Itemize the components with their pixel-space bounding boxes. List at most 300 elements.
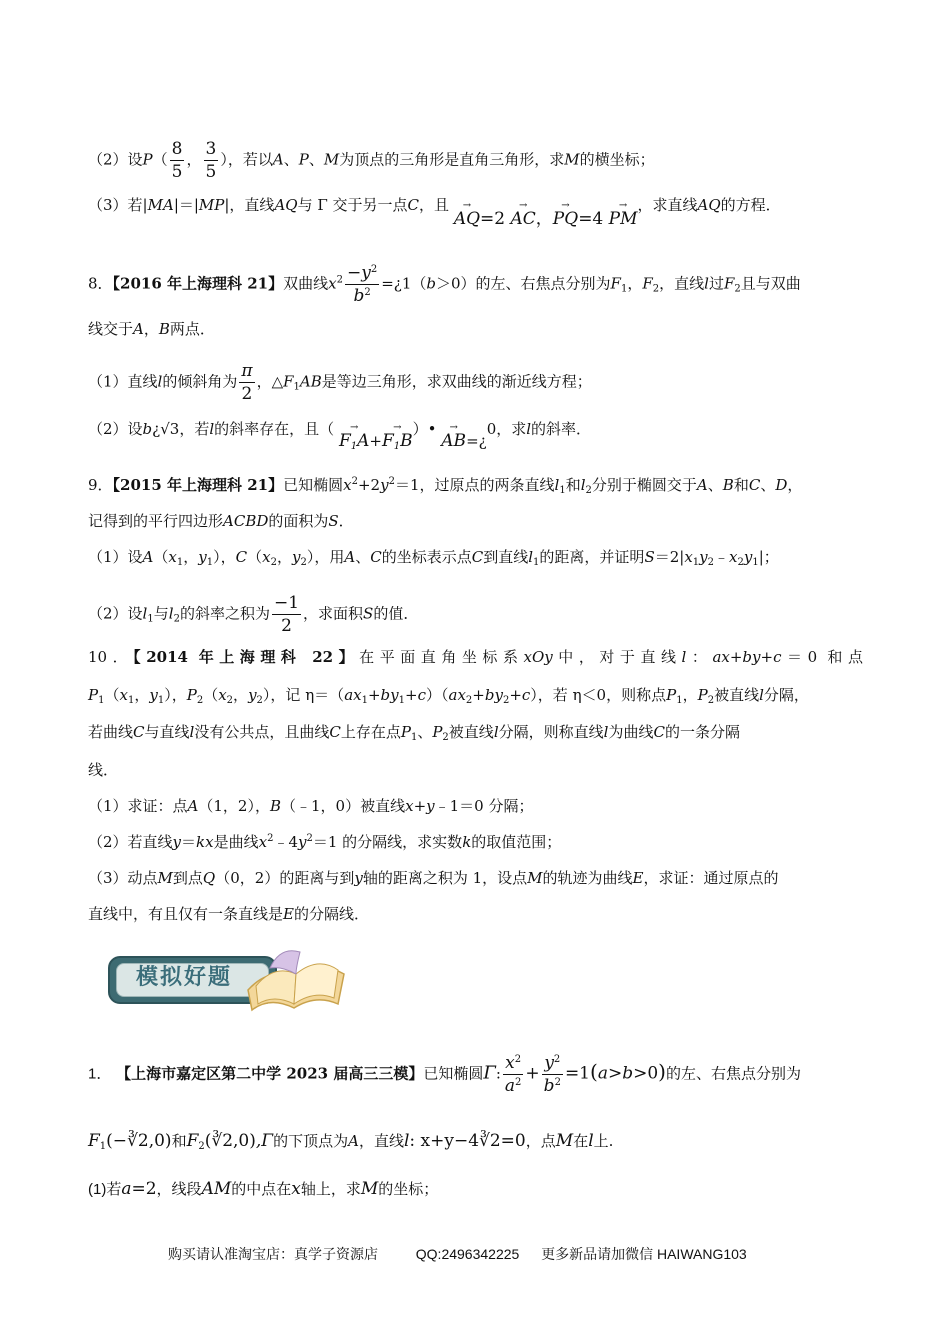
var: +c [405,686,426,704]
subscript: 1 [361,695,368,706]
text: ＝ [181,833,197,851]
var: l [157,372,163,391]
var: l [580,476,586,494]
var: l [588,1131,594,1151]
m1-part1 [88,1178,438,1201]
text: 到点 [172,869,203,887]
q10-part3-line2 [88,903,369,925]
page-footer [168,1244,747,1264]
var: B [400,431,413,451]
question-source: 【2015 年上海理科 21】 [112,476,284,494]
var: ax+by+c [712,648,782,666]
subscript: 2 [226,695,234,706]
var: a [121,1179,132,1199]
superscript: 2 [554,1077,561,1088]
var: M [564,150,580,169]
var: kx [196,833,214,851]
var: y [198,548,207,566]
q10-line1 [88,646,863,668]
var: AB [299,372,322,391]
text: 的斜率． [531,420,592,438]
text: =¿1（ [381,274,427,293]
text: 的坐标表示点 [381,548,472,566]
text: 、 [760,476,776,494]
superscript: 2 [388,476,395,487]
var: A [187,797,199,815]
subscript: 2 [737,557,744,568]
text: （ [152,150,168,169]
m1-line1 [88,1052,801,1097]
superscript: 2 [267,833,274,844]
text: 、 [417,723,433,741]
text: ，点 [525,1132,556,1150]
banner-title: 模拟好题 [136,965,233,990]
text: 与 Γ 交于另一点 [297,196,408,214]
denominator: 5 [171,162,183,182]
var: P [186,686,197,704]
subscript: 2 [173,613,180,625]
subscript: 1 [676,695,683,706]
text: ﹣ [714,548,730,566]
var: A [142,548,154,566]
superscript: 2 [336,274,343,286]
text: ， [186,150,202,169]
fraction [503,1052,524,1097]
subscript: 1 [752,557,759,568]
text: 在平面直角坐标系 [359,648,524,666]
q7-part3 [88,194,781,229]
question-number: 8． [88,274,113,293]
var: S [644,548,655,566]
var: Q [202,869,216,887]
var: C [370,548,382,566]
var: AQ [697,196,721,214]
text: ) [658,1059,666,1084]
footer-qq: QQ:2496342225 [415,1246,520,1262]
text: 两点． [169,320,215,338]
numerator: 3 [205,139,217,159]
q9-part2 [88,592,418,637]
var: y [544,1053,554,1073]
var: P [88,686,99,704]
numerator: π [241,361,253,381]
var: l [142,604,148,623]
subscript: 1 [99,1141,107,1152]
var: P [142,150,153,169]
text: ﹣4 [273,833,299,851]
var: F [88,1131,100,1151]
var: +c [509,686,531,704]
var: A [348,1132,359,1150]
text: ， [682,686,698,704]
q10-line4 [88,759,118,781]
text: 轴的距离之积为 1，设点 [362,869,528,887]
text: ），记 η＝（ [262,686,345,704]
question-source: 【2016 年上海理科 21】 [112,274,284,293]
var: B [158,320,170,338]
subscript: 1 [176,557,184,568]
var: A [344,548,356,566]
var: F [642,274,653,293]
q8-line2 [88,318,215,340]
text: 的方程． [720,196,781,214]
q9-line2 [88,510,354,532]
var: F [338,431,351,451]
var: C [653,723,665,741]
text: ＝1，过原点的两条直线 [394,476,555,494]
superscript: 2 [370,264,378,275]
text: 、 [355,548,371,566]
text: （ [247,548,263,566]
fraction [272,592,301,637]
numerator [345,262,379,285]
text: 0，求 [486,420,527,438]
text: ）， [213,548,236,566]
vector-equation [454,209,638,229]
var: x [168,548,177,566]
text: 轴上，求 [300,1180,361,1198]
vector [382,430,413,452]
text: 分隔，则称直线 [498,723,604,741]
question-number: 1． [88,1065,112,1083]
var: C [471,548,484,566]
var: M [323,150,340,169]
text: ，且 [419,196,450,214]
text: ） [220,150,228,169]
denominator [542,1075,563,1097]
var: l [681,648,687,666]
q8-line1 [88,262,801,307]
var: x [119,686,128,704]
var: l [704,274,709,293]
fraction [239,360,254,405]
var: l [554,476,560,494]
text: 的横坐标； [579,150,655,169]
subscript: 2 [707,557,715,568]
text: 的分隔线． [293,905,369,923]
vector-ab [441,432,486,450]
vector: → PM [609,208,638,230]
var: y [248,686,257,704]
text: 的中点在 [231,1180,292,1198]
text: 且与双曲 [740,274,801,293]
var: x [258,833,268,851]
var: E [283,905,294,923]
var: y [380,476,389,494]
text: =2 [131,1179,157,1199]
q7-part2 [88,138,655,183]
text: ¿√3 [152,420,180,438]
var: y [426,797,435,815]
subscript: 1 [293,381,300,393]
subscript: 1 [620,283,628,295]
superscript: 2 [306,833,313,844]
text: 没有公共点，且曲线 [194,723,330,741]
var: x [262,548,271,566]
superscript: 2 [351,476,358,487]
var: x [729,548,738,566]
var: a [504,1076,516,1096]
text: 的坐标； [378,1180,439,1198]
text: 线． [88,761,119,779]
var: P [666,686,677,704]
text: 的面积为 [268,512,329,530]
var: A [696,476,708,494]
q8-part2 [88,418,592,452]
var: C [133,723,145,741]
var: +by [472,686,503,704]
var: AQ [274,196,298,214]
var: P [400,723,411,741]
var: B [722,476,734,494]
var: b [622,1063,634,1084]
var: A [357,431,370,451]
text: 被直线 [714,686,760,704]
var: E [632,869,644,887]
vector [339,430,369,452]
text: ，直线 [659,274,705,293]
q8-part1 [88,360,592,405]
text: (1)若 [88,1181,122,1198]
text: （ [104,686,120,704]
text: ( [590,1059,598,1084]
numerator: 8 [171,139,183,159]
var: y [699,548,708,566]
text: 的一条分隔 [664,723,740,741]
text: （ [153,548,169,566]
vector-sum [339,432,413,450]
var: l [168,604,174,623]
q9-line1 [88,474,802,496]
text: 、 [308,150,324,169]
var: ax [448,686,466,704]
text: 的下顶点为 [273,1132,349,1150]
text: 的斜率之积为 [179,604,270,623]
text: (−∛2,0) [106,1131,172,1151]
text: 到直线 [483,548,529,566]
text: 分隔， [763,686,809,704]
subscript: 2 [442,732,449,743]
book-icon [240,938,350,1018]
var: +by [367,686,399,704]
text: 和 [733,476,749,494]
var: S [363,604,374,623]
text: ，线段 [156,1180,202,1198]
m1-line2 [88,1130,613,1152]
text: ， [183,548,199,566]
text: ： [686,648,713,666]
var: k [462,833,472,851]
text: ，求面积 [303,604,364,623]
var: ,Γ [255,1131,274,1151]
var: b [353,286,365,306]
text: 是等边三角形，求双曲线的渐近线方程； [321,372,592,391]
text: + [525,1063,540,1084]
text: ＝1 的分隔线，求实数 [312,833,463,851]
footer-wechat: 更多新品请加微信 HAIWANG103 [541,1246,747,1262]
var: y [298,833,307,851]
var: y [149,686,158,704]
text: 记得到的平行四边形 [88,512,224,530]
text: ＞0）的左、右焦点分别为 [435,274,611,293]
text: |，直线 [224,196,275,214]
q10-part3-line1 [88,867,778,889]
var: −y [346,263,371,283]
text: ，若以 [227,150,273,169]
text: +2 [357,476,381,494]
var: l [603,723,609,741]
vector: → AB [441,430,466,452]
var: A [272,150,284,169]
text: 的距离，并证明 [539,548,645,566]
subscript: 2 [196,695,204,706]
subscript: 2 [652,283,660,295]
text: 的斜率存在，且（ [214,420,335,438]
text: ＝2| [654,548,685,566]
text: 是曲线 [213,833,259,851]
var: F [283,372,294,391]
subscript: 1 [157,695,165,706]
var: l [493,723,499,741]
text: 双曲线 [283,274,329,293]
var: ax [344,686,362,704]
text: （2）若直线 [88,833,173,851]
var: C [407,196,420,214]
subscript: 2 [256,695,263,706]
text: ﹣1＝0 分隔； [434,797,534,815]
var: b [543,1076,555,1096]
text: （﹣1，0）被直线 [281,797,406,815]
text: 和 [171,1132,187,1150]
subscript: 2 [707,695,715,706]
text: （3）若| [88,196,148,214]
text: ， [787,476,803,494]
text: ，求直线 [637,196,698,214]
text: ， [276,548,292,566]
var: M [157,869,173,887]
fraction [542,1052,563,1097]
var: M [360,1179,379,1199]
fraction [170,138,185,183]
subscript: 1 [206,557,214,568]
question-source: 【2014 年上海理科 22】 [133,648,360,666]
numerator [503,1052,524,1075]
superscript: 2 [364,287,371,298]
var: x [505,1053,515,1073]
text: + [369,432,382,450]
text: 线交于 [88,320,134,338]
text: 与直线 [144,723,190,741]
var: F [186,1131,199,1151]
text: ，若 [179,420,210,438]
var: b [142,420,153,438]
subscript: 1 [559,485,566,496]
var: y [743,548,753,566]
text: （3）动点 [88,869,158,887]
text: 直线中，有且仅有一条直线是 [88,905,284,923]
text: （1，2）， [198,797,270,815]
text: 、 [707,476,723,494]
q10-part2 [88,831,561,853]
text: ）• [412,420,437,438]
var: F [610,274,621,293]
var: l [189,723,195,741]
text: （ [203,686,219,704]
text: 分别于椭圆交于 [591,476,697,494]
var: x [328,274,337,293]
text: : x+y−4∛2=0 [409,1131,526,1151]
text: ， [233,686,249,704]
fraction [204,138,219,183]
question-number: 10． [88,648,134,666]
text: （1）直线 [88,372,158,391]
subscript: 2 [734,283,741,295]
text: 的倾斜角为 [162,372,238,391]
var: A [133,320,144,338]
text: 为曲线 [608,723,654,741]
var: l [759,686,764,704]
text: 的值． [373,604,419,623]
var: y [354,869,363,887]
denominator [345,285,379,307]
var: MP [198,196,225,214]
vector: → AQ [454,208,480,230]
subscript: 1 [692,557,700,568]
q10-part1 [88,795,534,817]
text: ），若 η＜0，则称点 [530,686,667,704]
superscript: 2 [514,1054,522,1065]
var: y [172,833,182,851]
fraction [345,262,379,307]
text: ， [535,209,553,229]
var: C [748,476,761,494]
q9-part1 [88,546,779,568]
text: =4 [578,209,604,229]
text: >0 [633,1063,659,1084]
var: Γ [483,1062,496,1084]
question-source: 【上海市嘉定区第二中学 2023 届高三三模】 [116,1064,424,1083]
var: P [697,686,708,704]
denominator: 2 [241,384,253,404]
text: ，△ [256,372,284,391]
var: b [426,274,436,293]
var: B [269,797,282,815]
text: 与 [153,604,169,623]
var: P [432,723,443,741]
var: x [343,476,352,494]
subscript: 2 [300,557,307,568]
question-number: 9． [88,476,113,494]
text: 的取值范围； [471,833,562,851]
var: x [291,1179,301,1199]
var: x [218,686,227,704]
superscript: 2 [553,1054,561,1065]
text: （2）设 [88,420,143,438]
subscript: 1 [350,441,358,452]
var: y [292,548,301,566]
var: ACBD [223,512,269,530]
text: 、 [283,150,299,169]
text: 已知椭圆 [423,1064,484,1083]
var: F [723,274,735,293]
var: l [209,420,215,438]
var: xOy [523,648,553,666]
text: ），用 [306,548,345,566]
text: ， [134,686,150,704]
subscript: 2 [502,695,510,706]
subscript: 1 [98,695,105,706]
text: 被直线 [448,723,494,741]
